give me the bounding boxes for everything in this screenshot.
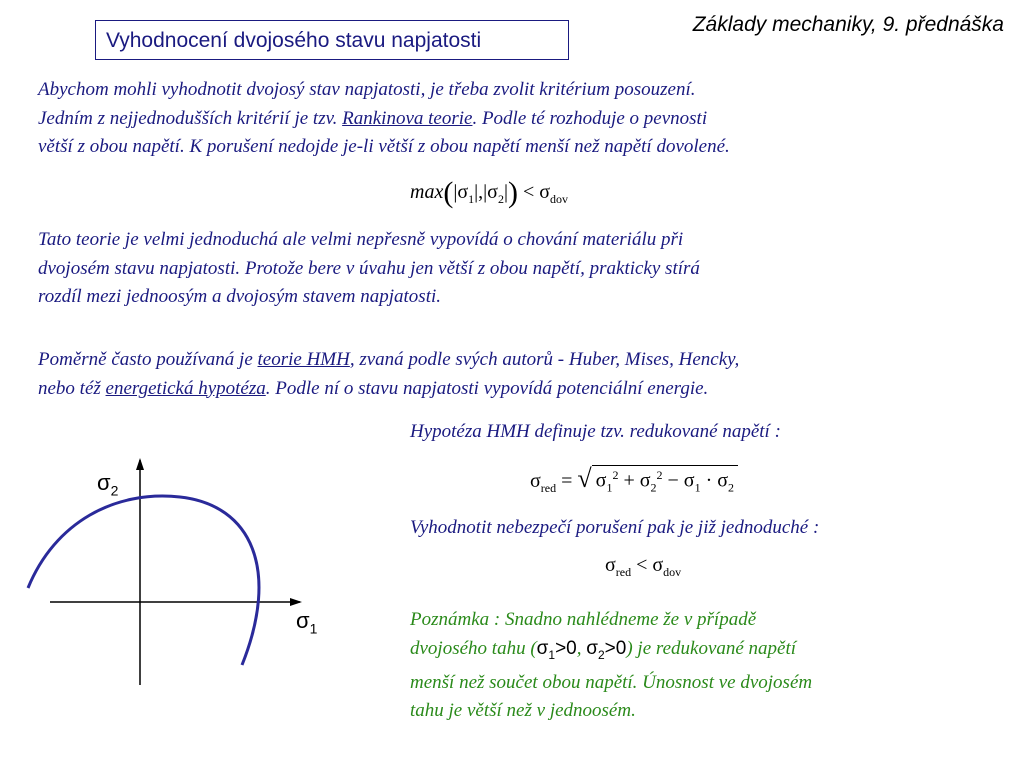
sub: 1 [694,481,701,495]
text-span: ) je redukované napětí [626,637,797,659]
paragraph-line: Tato teorie je velmi jednoduchá ale velmi nepřesně vypovídá o chování materiálu při [38,229,684,250]
energy-hypothesis-link[interactable]: energetická hypotéza [105,377,266,399]
text-span: nebo též [38,377,106,399]
sup: 2 [612,468,619,483]
dot: · [705,470,713,492]
note-line: Poznámka : Snadno nahlédneme že v případě [410,609,757,630]
sub: dov [663,565,682,579]
plus: + [623,470,635,492]
hmh-ellipse-curve [28,496,259,665]
sigma: σ [595,470,607,492]
sigma: σ [97,470,111,495]
sigma1-symbol [536,637,577,662]
minus: − [667,470,679,492]
check-equation [605,554,681,580]
x-axis-arrow [290,598,302,606]
sup: 2 [656,468,663,483]
value: >0 [604,637,627,659]
text-span: Poměrně často používaná je [38,349,258,370]
yield-diagram [20,450,340,700]
paragraph-line: dvojosém stavu napjatosti. Protože bere v úvahu jen větší z obou napětí, prakticky stírá [38,257,700,279]
note-line: tahu je větší než v jednoosém. [410,700,636,722]
sigma: σ [683,470,695,492]
sigma: σ [539,181,551,203]
rankine-link[interactable]: Rankinova teorie [342,107,473,129]
value: >0 [555,637,577,659]
sub: 1 [468,192,475,206]
paragraph-line: rozdíl mezi jednoosým a dvojosým stavem napjatosti. [38,286,442,307]
sub: red [615,565,632,579]
paragraph-line [38,375,998,404]
sub: 1 [606,481,613,495]
sigma: σ [487,181,498,203]
sigma: σ [639,470,651,492]
sub: 2 [597,647,605,662]
comma: , [576,637,587,659]
text-span: dvojosého tahu ( [410,637,537,659]
course-title: Základy mechaniky, 9. přednáška [692,13,1004,36]
y-axis-arrow [136,458,144,470]
note [410,606,1010,726]
paren: ( [443,176,454,209]
paragraph-rankine-critique [38,226,998,312]
radical: √ [577,464,592,493]
sqrt [577,464,738,496]
paragraph-line: větší z obou napětí. K porušení nedojde je-li větší z obou napětí menší než napětí dovolené. [38,136,730,157]
sigma: σ [530,470,541,492]
sigma: σ [457,181,469,203]
text-span: Jedním z nejjednodušších kritérií je tzv. [38,107,343,129]
lt-sign: < [636,554,648,576]
y-axis-label [97,470,118,498]
paragraph-line [38,105,998,134]
slide-title: Vyhodnocení dvojosého stavu napjatosti [95,20,569,60]
sigma2-symbol [586,637,627,662]
paragraph-line: Abychom mohli vyhodnotit dvojosý stav napjatosti, je třeba zvolit kritérium posouzení. [38,79,696,100]
comma: , [478,181,484,203]
note-line [410,635,1010,669]
sub: 2 [497,192,504,206]
sub: 2 [728,481,735,495]
sub: dov [550,192,569,206]
note-line: menší než součet obou napětí. Únosnost ve dvojosém [410,671,813,693]
paragraph-hmh [38,346,998,403]
lt-sign: < [522,181,535,203]
sigma: σ [652,554,664,576]
sigma: σ [536,637,549,659]
text-span: . Podle té rozhoduje o pevnosti [472,107,708,129]
rankine-equation: $\max(|\sigma_1|,|\sigma_2|) < \sigma_{dov}$ [410,176,569,209]
reduced-stress-equation [530,464,738,496]
sigma: σ [296,608,310,633]
paren: ) [507,176,518,209]
paragraph-rankine [38,76,998,162]
paragraph-line [38,346,998,375]
sigma: σ [717,470,729,492]
x-axis-label [296,608,317,636]
sub: red [540,481,557,495]
text-span: , zvaná podle svých autorů - Huber, Mises, Hencky, [349,349,740,370]
equals-sign: = [561,470,573,492]
hmh-intro: Hypotéza HMH definuje tzv. redukované napětí : [410,421,781,442]
text-span: . Podle ní o stavu napjatosti vypovídá potenciální energie. [265,377,709,399]
sub: 1 [548,647,556,662]
sub: 1 [309,620,318,637]
check-sentence: Vyhodnotit nebezpečí porušení pak je již jednoduché : [410,517,820,538]
sub: 2 [650,481,657,495]
sigma: σ [605,554,616,576]
sqrt-body [592,465,738,496]
sub: 2 [110,482,119,499]
max-text: max [410,181,444,203]
hmh-link[interactable]: teorie HMH [257,349,350,370]
sigma: σ [586,637,598,659]
